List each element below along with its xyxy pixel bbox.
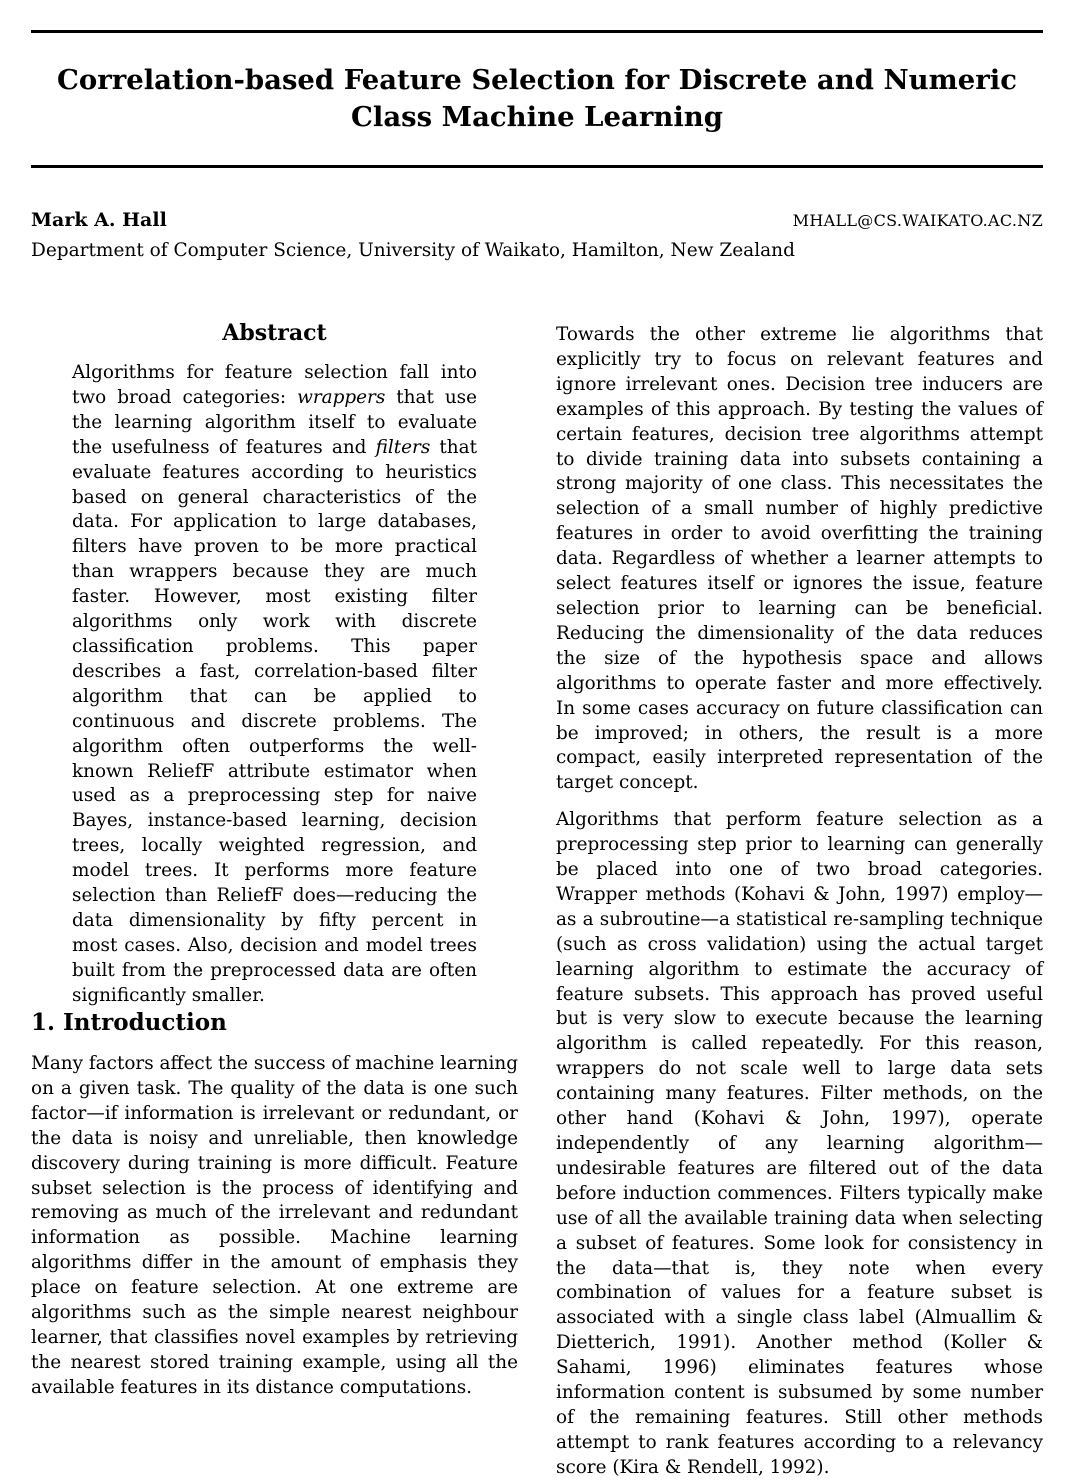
abstract-body: [72, 361, 477, 1009]
intro-paragraph-1-left: Many factors affect the success of machine learning on a given task. The quality of the data is one such factor—if information is irrelevant or redundant, or the data is noisy and unreliable, then knowledge discovery during training is more difficult. Feature subset selection is the process of identifying and removing as much of the irrelevant and redundant information as possible. Machine learning algorithms differ in the amount of emphasis they place on feature selection. At one extreme are algorithms such as the simple nearest neighbour learner, that classifies novel examples by retrieving the nearest stored training example, using all the available features in its distance computations.: [31, 1053, 518, 1398]
title-bottom-rule: [31, 165, 1043, 168]
abstract-filters-term: filters: [375, 436, 431, 458]
author-email: MHALL@CS.WAIKATO.AC.NZ: [792, 211, 1043, 230]
author-affiliation: Department of Computer Science, University of Waikato, Hamilton, New Zealand: [31, 240, 795, 261]
introduction-paragraph-1-part-1: [31, 1052, 518, 1401]
abstract-wrappers-term: wrappers: [297, 386, 386, 408]
abstract-text-3: that evaluate features according to heuristics based on general characteristics of the data. For application to large databases, filters have proven to be more practical than wrappers because they are much faster. However, most existing filter algorithms only work with discrete classification problems. This paper describes a fast, correlation-based filter algorithm that can be applied to continuous and discrete problems. The algorithm often outperforms the well-known ReliefF attribute estimator when used as a preprocessing step for naive Bayes, instance-based learning, decision trees, locally weighted regression, and model trees. It performs more feature selection than ReliefF does—reducing the data dimensionality by fifty percent in most cases. Also, decision and model trees built from the preprocessed data are often significantly smaller.: [72, 436, 477, 1006]
paper-title: Correlation-based Feature Selection for Discrete and Numeric Class Machine Learning: [57, 64, 1017, 133]
abstract-text-1: Algorithms for feature selection fall into two broad categories:: [72, 362, 477, 408]
abstract-heading: Abstract: [222, 320, 327, 346]
introduction-heading: 1. Introduction: [31, 1009, 227, 1036]
intro-paragraph-2: Algorithms that perform feature selection as a preprocessing step prior to learning can generally be placed into one of two broad categories. Wrapper methods (Kohavi & John, 1997) employ—as a subroutine—a statistical re-sampling technique (such as cross validation) using the actual target learning algorithm to estimate the accuracy of feature subsets. This approach has proved useful but is very slow to execute because the learning algorithm is called repeatedly. For this reason, wrappers do not scale well to large data sets containing many features. Filter methods, on the other hand (Kohavi & John, 1997), operate independently of any learning algorithm—undesirable features are filtered out of the data before induction commences. Filters typically make use of all the available training data when selecting a subset of features. Some look for consistency in the data—that is, they note when every combination of values for a feature subset is associated with a single class label (Almuallim & Dietterich, 1991). Another method (Koller & Sahami, 1996) eliminates features whose information content is subsumed by some number of the remaining features. Still other methods attempt to rank features according to a relevancy score (Kira & Rendell, 1992).: [556, 809, 1043, 1478]
author-name: Mark A. Hall: [31, 209, 167, 231]
right-column: [556, 323, 1043, 1481]
abstract-text-2: that use the learning algorithm itself to evaluate the usefulness of features and: [72, 386, 477, 458]
title-top-rule: [31, 30, 1043, 33]
intro-paragraph-1-right: Towards the other extreme lie algorithms that explicitly try to focus on relevant features and ignore irrelevant ones. Decision tree inducers are examples of this approach. By testing the values of certain features, decision tree algorithms attempt to divide training data into subsets containing a strong majority of one class. This necessitates the selection of a small number of highly predictive features in order to avoid overfitting the training data. Regardless of whether a learner attempts to select features itself or ignores the issue, feature selection prior to learning can be beneficial. Reducing the dimensionality of the data reduces the size of the hypothesis space and allows algorithms to operate faster and more effectively. In some cases accuracy on future classification can be improved; in others, the result is a more compact, easily interpreted representation of the target concept.: [556, 324, 1043, 794]
